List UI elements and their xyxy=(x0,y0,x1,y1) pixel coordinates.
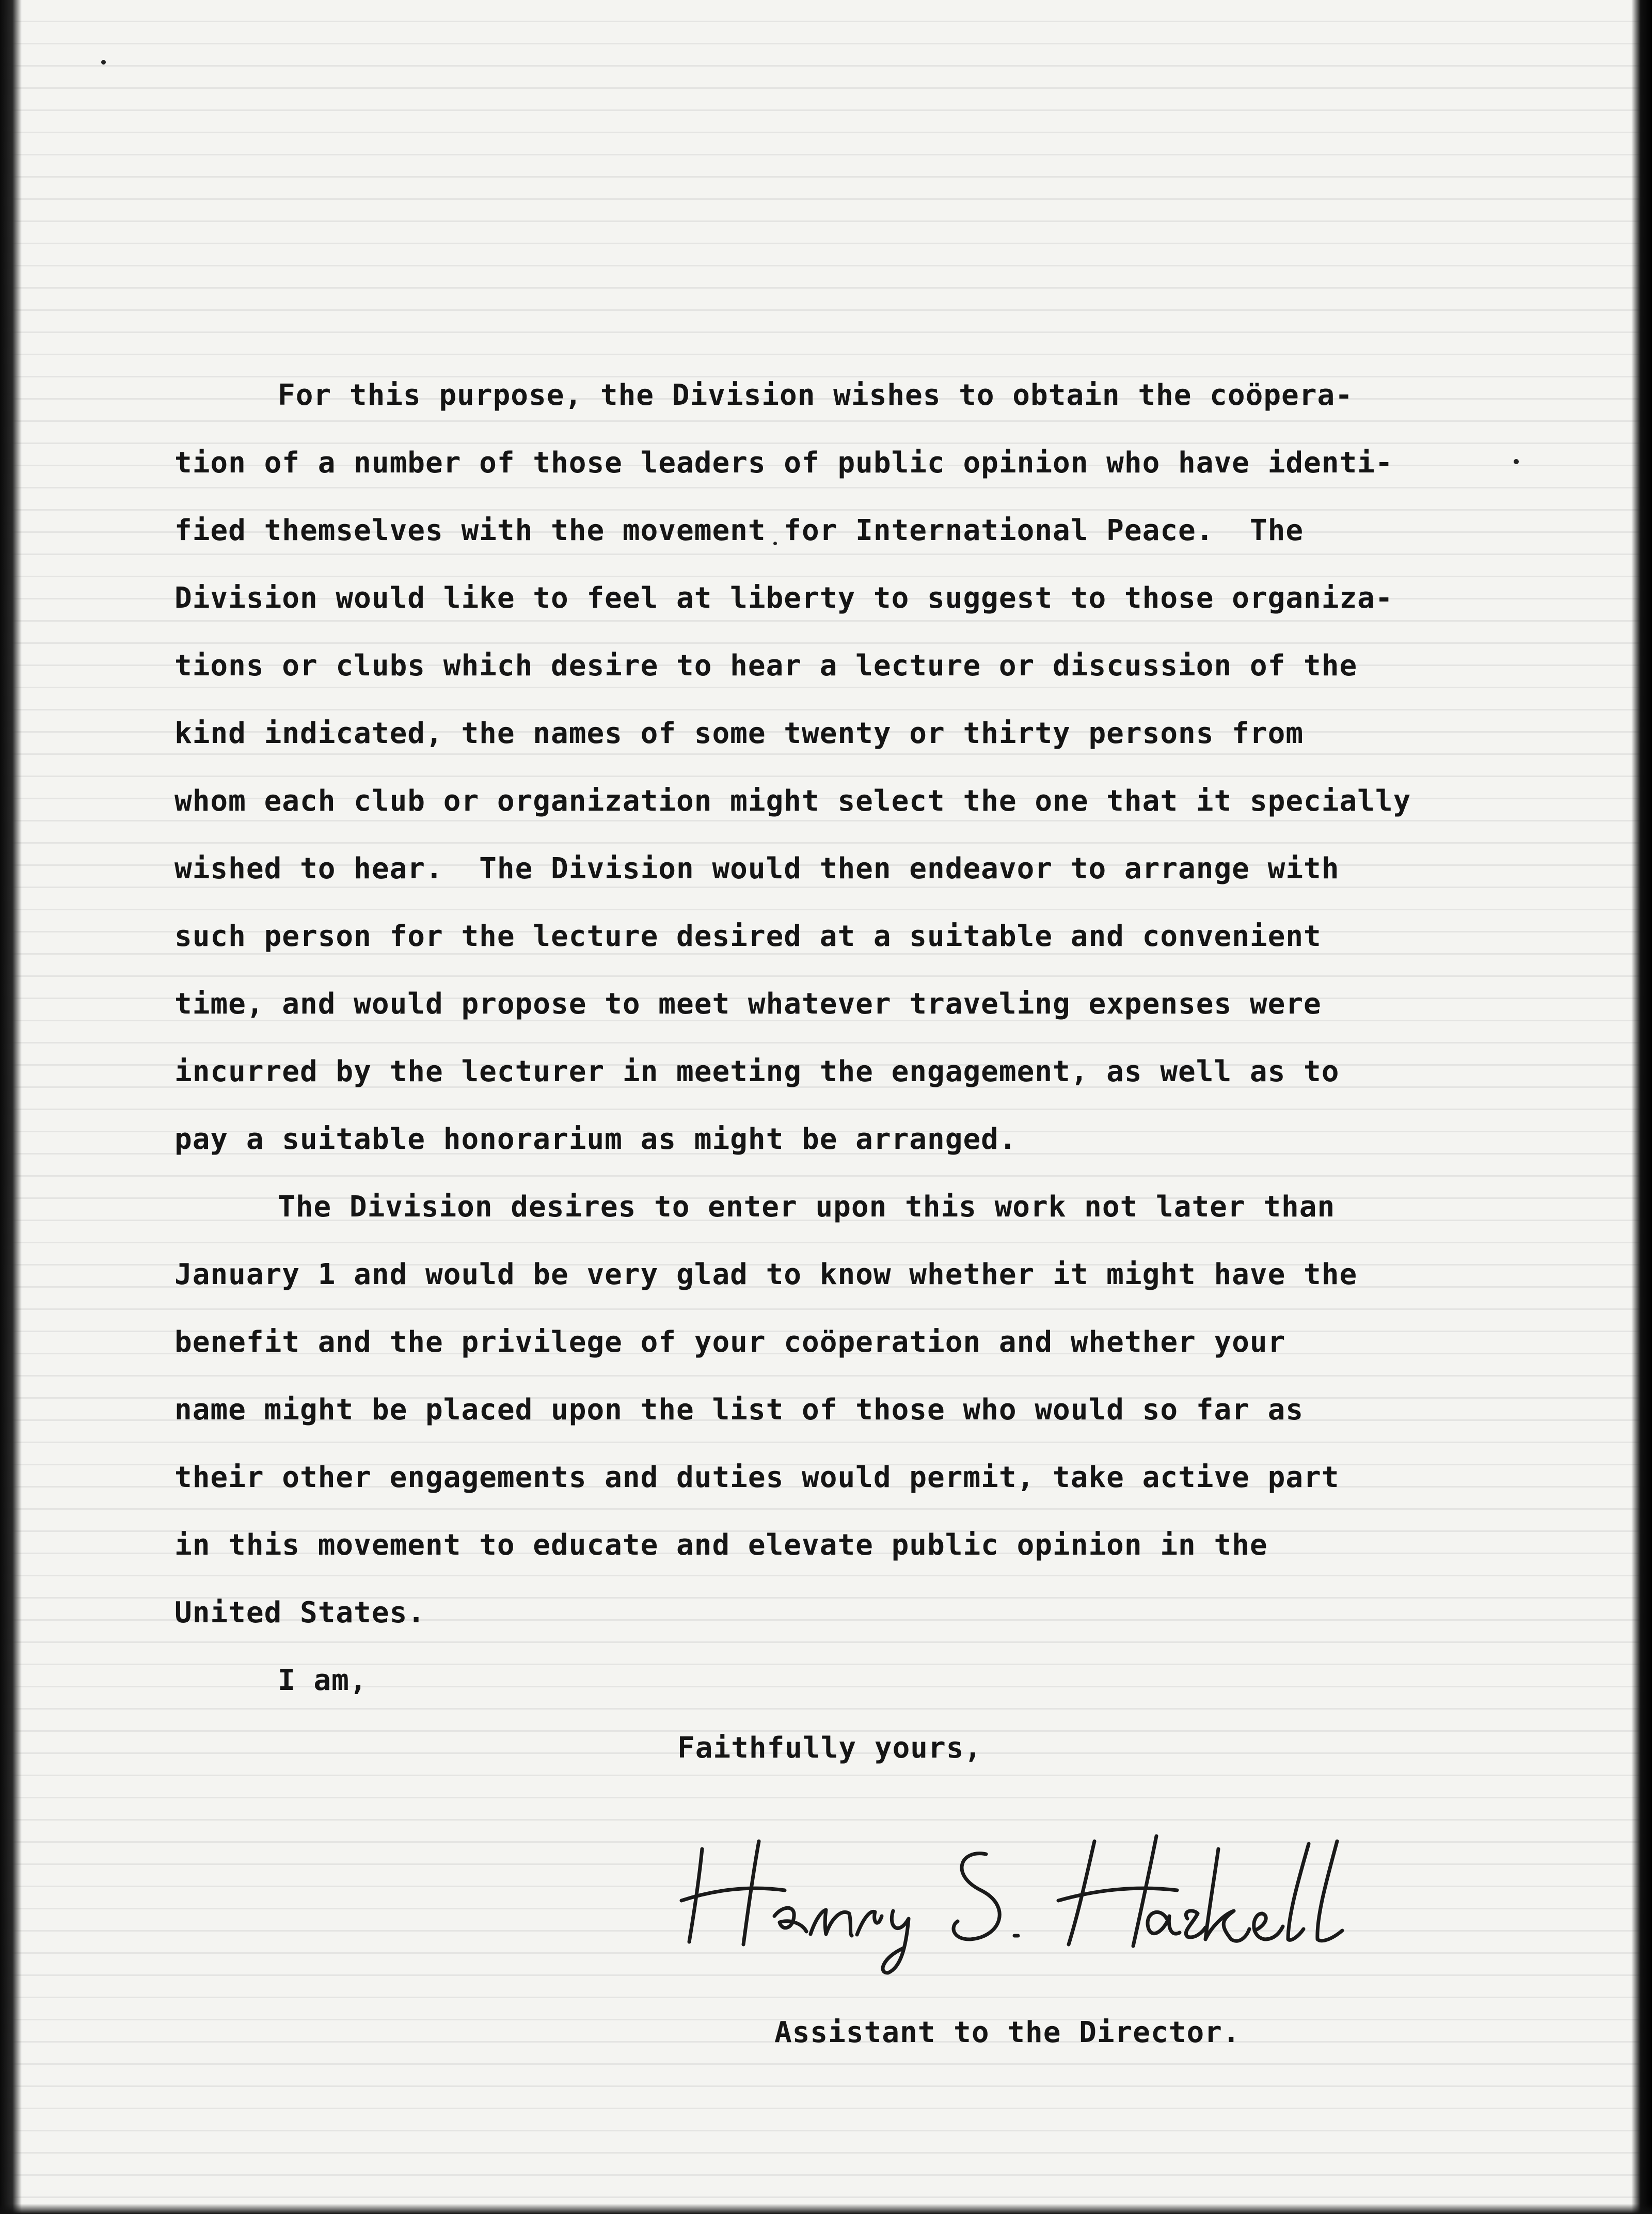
signature-stroke xyxy=(1058,1888,1177,1901)
signature-stroke xyxy=(1288,1844,1309,1940)
signatory-title: Assistant to the Director. xyxy=(774,2016,1241,2049)
signature-stroke xyxy=(857,1911,882,1935)
text-line: in this movement to educate and elevate public opinion in the xyxy=(174,1528,1268,1562)
signature-stroke xyxy=(1186,1911,1205,1937)
text-line: whom each club or organization might select the one that it specially xyxy=(174,784,1411,818)
text-line: The Division desires to enter upon this work not later than xyxy=(278,1190,1336,1224)
text-line: their other engagements and duties would permit, take active part xyxy=(174,1461,1340,1494)
text-line: For this purpose, the Division wishes to obtain the coöpera- xyxy=(278,378,1353,412)
text-line: tion of a number of those leaders of public opinion who have identi- xyxy=(174,446,1393,480)
signature-stroke xyxy=(1148,1912,1180,1934)
signature-stroke xyxy=(1317,1841,1342,1941)
signature-stroke xyxy=(1133,1836,1156,1946)
scan-edge-left xyxy=(0,0,22,2214)
text-line: such person for the lecture desired at a suitable and convenient xyxy=(174,920,1322,953)
text-line: incurred by the lecturer in meeting the engagement, as well as to xyxy=(174,1055,1340,1088)
text-line: wished to hear. The Division would then endeavor to arrange with xyxy=(174,852,1340,885)
signature-stroke xyxy=(743,1841,759,1944)
letter-body xyxy=(174,361,1537,1714)
paragraph-2 xyxy=(174,1173,1537,1647)
signature-stroke xyxy=(811,1910,852,1936)
text-line: time, and would propose to meet whatever traveling expenses were xyxy=(174,987,1322,1021)
text-line: tions or clubs which desire to hear a lecture or discussion of the xyxy=(174,649,1358,683)
text-line: kind indicated, the names of some twenty or thirty persons from xyxy=(174,717,1304,750)
text-line: January 1 and would be very glad to know whether it might have the xyxy=(174,1258,1358,1291)
signature-stroke xyxy=(883,1911,909,1973)
handwritten-signature xyxy=(671,1813,1394,1978)
signature-stroke xyxy=(774,1908,806,1932)
i-am-line: I am, xyxy=(278,1664,368,1697)
signature-stroke xyxy=(1254,1913,1283,1939)
signature-drawing xyxy=(671,1813,1394,1978)
text-line: fied themselves with the movement for International Peace. The xyxy=(174,514,1304,547)
text-line: United States. xyxy=(174,1596,426,1630)
text-line: pay a suitable honorarium as might be arranged. xyxy=(174,1122,1017,1156)
paragraph-1 xyxy=(174,361,1537,1173)
scan-speck xyxy=(101,60,106,65)
complimentary-close: Faithfully yours, xyxy=(677,1731,982,1765)
text-line: Division would like to feel at liberty to suggest to those organiza- xyxy=(174,581,1393,615)
signature-stroke xyxy=(954,1854,999,1939)
text-line: name might be placed upon the list of those who would so far as xyxy=(174,1393,1304,1427)
signature-stroke xyxy=(1205,1849,1249,1941)
scan-edge-right xyxy=(1631,0,1652,2214)
text-line: benefit and the privilege of your coöperation and whether your xyxy=(174,1325,1286,1359)
scan-edge-bottom xyxy=(0,2204,1652,2214)
